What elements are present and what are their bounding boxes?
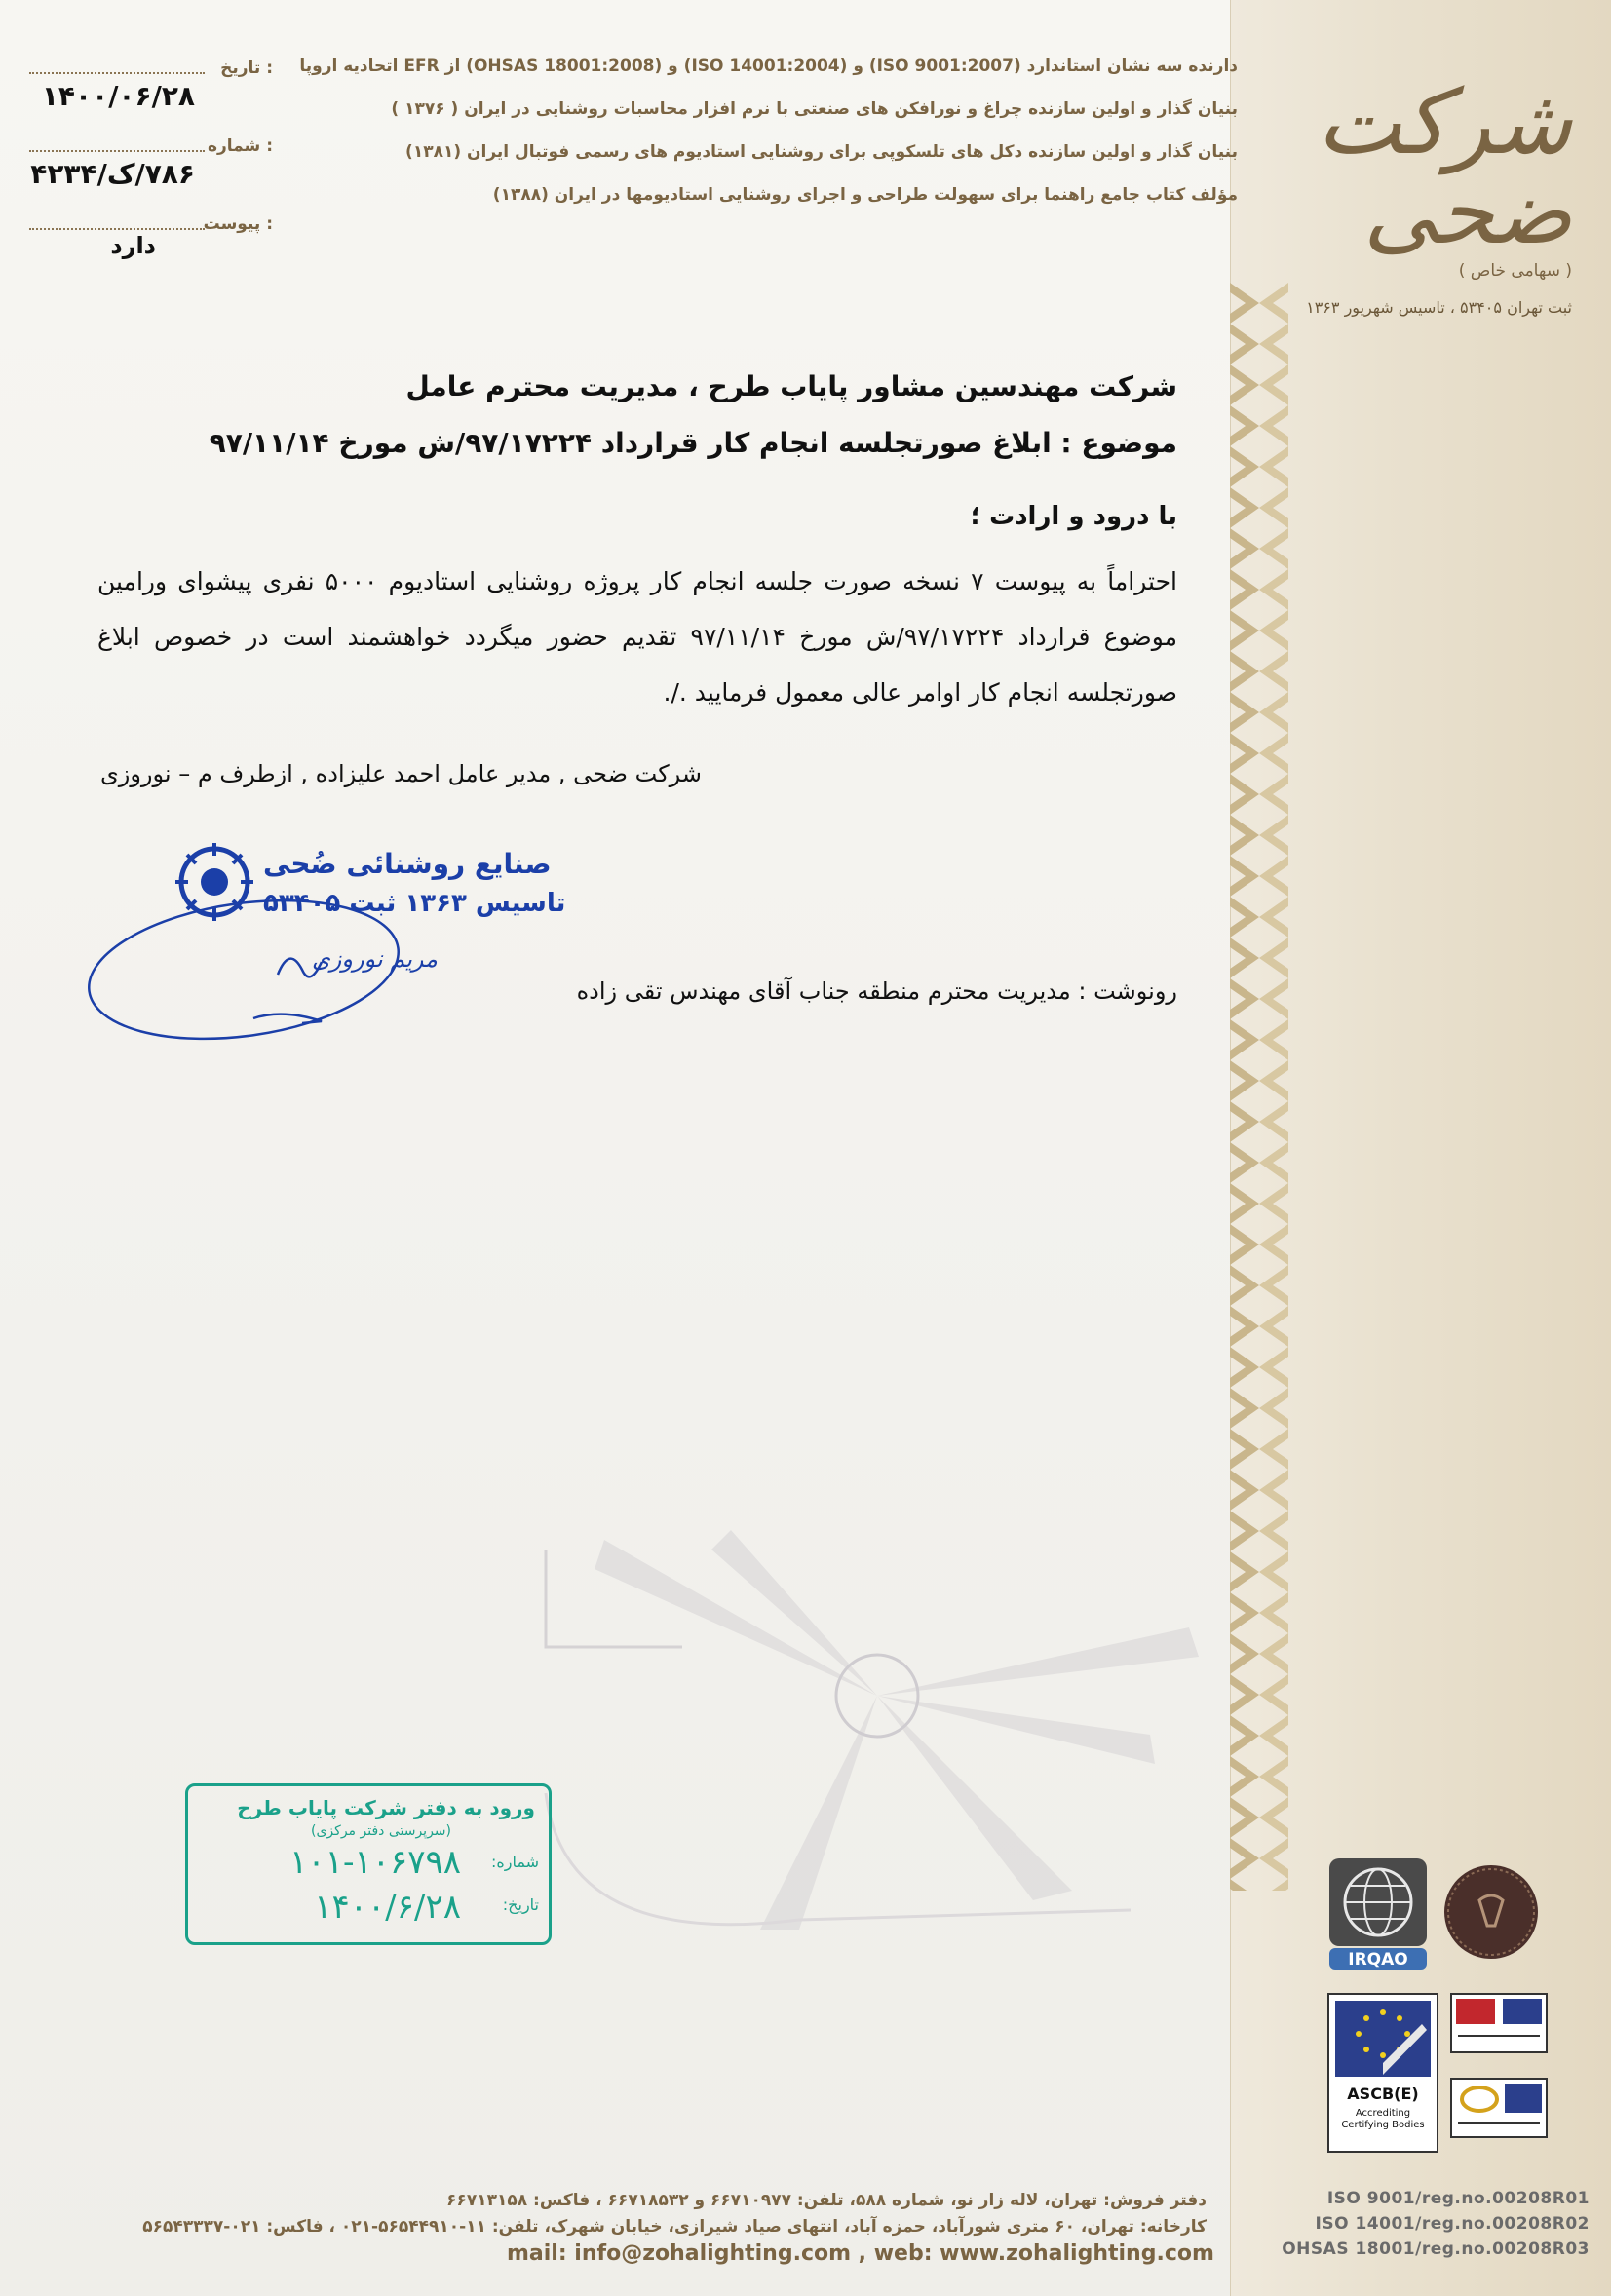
- subject: موضوع : ابلاغ صورتجلسه انجام کار قرارداد ۹۷/۱۷۲۲۴/ش مورخ ۹۷/۱۱/۱۴: [209, 427, 1177, 459]
- recipient: شرکت مهندسین مشاور پایاب طرح ، مدیریت محترم عامل: [405, 370, 1177, 402]
- attachment-row: [19, 214, 273, 292]
- received-date-label: تاریخ:: [502, 1895, 539, 1914]
- ohsas-line: OHSAS 18001/reg.no.00208R03: [1282, 2239, 1590, 2259]
- ascb-logo: [1327, 1993, 1438, 2153]
- stamp-line1: صنایع روشنائی ضُحی: [263, 848, 552, 880]
- footer-contact: mail: info@zohalighting.com , web: www.zohalighting.com: [507, 2241, 1214, 2266]
- company-name: شرکت ضحی: [1317, 70, 1572, 264]
- date-row: [19, 58, 273, 136]
- company-registration: ثبت تهران ۵۳۴۰۵ ، تاسیس شهریور ۱۳۶۳: [1306, 298, 1572, 317]
- received-number-value: ۱۰۱-۱۰۶۷۹۸: [289, 1843, 461, 1882]
- company-brand: [1260, 70, 1572, 317]
- dotted-line: [29, 150, 205, 152]
- footer-sales-office: دفتر فروش: تهران، لاله زار نو، شماره ۵۸۸، تلفن: ۶۶۷۱۰۹۷۷ و ۶۶۷۱۸۵۳۲ ، فاکس: ۶۶۷۱۳۱۵۸: [446, 2191, 1207, 2210]
- company-type: ( سهامی خاص ): [1458, 261, 1572, 281]
- iso-14001-line: ISO 14001/reg.no.00208R02: [1315, 2214, 1590, 2234]
- watermark-lamp-icon: [507, 1511, 1247, 1959]
- attachment-label: : پیوست: [203, 214, 273, 234]
- ascb-sublabel: Accrediting Certifying Bodies: [1341, 2108, 1425, 2130]
- company-stamp: [78, 838, 566, 1052]
- letterhead-line: مؤلف کتاب جامع راهنما برای سهولت طراحی و اجرای روشنایی استادیومها در ایران (۱۳۸۸): [492, 185, 1238, 205]
- letterhead-line: بنیان گذار و اولین سازنده چراغ و نورافکن های صنعتی با نرم افزار محاسبات روشنایی در ایران ( ۱۳۷۶ ): [391, 99, 1238, 119]
- letter-meta: [19, 58, 273, 292]
- letterhead-line: دارنده سه نشان استاندارد (ISO 9001:2007) و (ISO 14001:2004) و (OHSAS 18001:2008) از EFR اتحادیه اروپا: [299, 57, 1238, 76]
- iq-cert-icon: [1450, 1993, 1548, 2053]
- footer-factory: کارخانه: تهران، ۶۰ متری شورآباد، حمزه آباد، انتهای صیاد شیرازی، خیابان شهرک، تلفن: ۱۱-۵۶۵۴۴۹۱۰-۰۲۱ ، فاکس: ۰۲۱-۵۶۵۴۳۳۳۷: [142, 2217, 1207, 2237]
- irqao-label: IRQAO: [1348, 1950, 1408, 1970]
- eu-stars-icon: [1329, 1995, 1437, 2083]
- dotted-line: [29, 228, 205, 230]
- received-date-value: ۱۴۰۰/۶/۲۸: [314, 1888, 461, 1927]
- cc-line: رونوشت : مدیریت محترم منطقه جناب آقای مهندس تقی زاده: [576, 977, 1177, 1005]
- date-label: : تاریخ: [220, 58, 273, 78]
- iso-9001-line: ISO 9001/reg.no.00208R01: [1326, 2189, 1590, 2208]
- received-stamp-title: ورود به دفتر شرکت پایاب طرح: [237, 1796, 535, 1819]
- letterhead-line: بنیان گذار و اولین سازنده دکل های تلسکوپی برای روشنایی استادیوم های رسمی فوتبال ایران (۱۳۸۱): [405, 142, 1238, 162]
- dotted-line: [29, 72, 205, 74]
- received-stamp-subtitle: (سرپرستی دفتر مرکزی): [311, 1823, 451, 1839]
- efr-seal-icon: [1440, 1861, 1542, 1963]
- number-value: ۷۸۶/ک/۴۲۳۴: [30, 158, 195, 190]
- number-label: : شماره: [207, 136, 273, 156]
- date-value: ۱۴۰۰/۰۶/۲۸: [41, 80, 195, 112]
- handwritten-signature: مریم نوروزی: [312, 945, 439, 973]
- stamp-line2: تاسیس ۱۳۶۳ ثبت ۵۳۴۰۵: [263, 889, 566, 918]
- ascb-label: ASCB(E): [1347, 2085, 1419, 2103]
- received-number-label: شماره:: [490, 1853, 539, 1871]
- received-stamp: [185, 1783, 552, 1945]
- signature-line: شرکت ضحی , مدیر عامل احمد علیزاده , ازطرف م – نوروزی: [99, 760, 702, 787]
- irqao-logo: [1327, 1856, 1429, 1971]
- efr-cert-icon: [1450, 2078, 1548, 2138]
- number-row: [19, 136, 273, 214]
- attachment-value: دارد: [110, 232, 156, 259]
- letterhead-lines: [288, 58, 1238, 230]
- body-paragraph: احتراماً به پیوست ۷ نسخه صورت جلسه انجام کار پروژه روشنایی استادیوم ۵۰۰۰ نفری پیشوای ورامین موضوع قرارداد ۹۷/۱۷۲۲۴/ش مورخ ۹۷/۱۱/۱۴ تقدیم حضور میگردد خواهشمند است در خصوص ابلاغ صورتجلسه انجام کار اوامر عالی معمول فرمایید ./.: [97, 567, 1178, 707]
- greeting: با درود و ارادت ؛: [970, 502, 1177, 531]
